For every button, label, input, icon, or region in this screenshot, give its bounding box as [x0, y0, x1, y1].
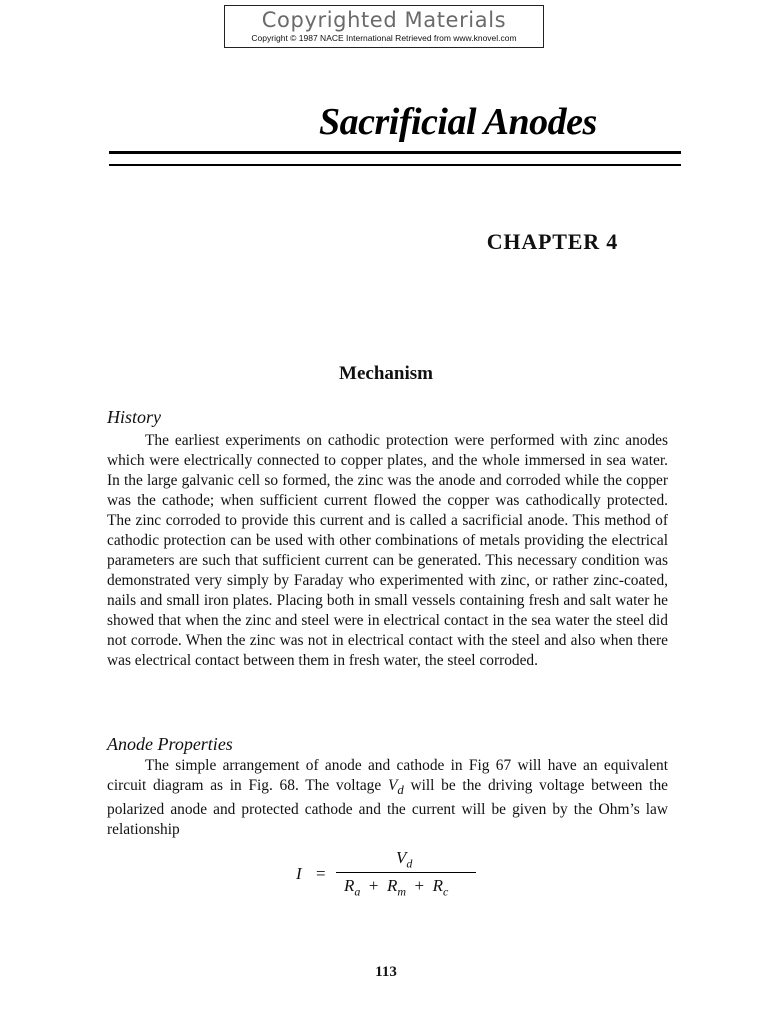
ohms-law-formula: [296, 848, 496, 902]
title-rule-thick: [109, 151, 681, 154]
formula-lhs: I: [296, 864, 302, 883]
title-rule-thin: [109, 164, 681, 166]
formula-denominator: $R_a + R_m + R_c$: [344, 876, 449, 899]
anode-properties-text-after: will be the driving voltage between the polarized anode and protected cathode and the current will be given by the Ohm’s law relationship: [107, 777, 668, 839]
copyright-banner: [224, 5, 544, 48]
history-heading: History: [107, 407, 161, 427]
formula-numerator: $V_d$: [396, 848, 413, 871]
formula-fraction-bar: [336, 872, 476, 873]
page-number: 113: [375, 964, 397, 980]
formula-equals: =: [316, 864, 326, 883]
anode-properties-heading: Anode Properties: [107, 734, 233, 754]
history-paragraph: The earliest experiments on cathodic protection were performed with zinc anodes which were electrically connected to copper plates, and the whole immersed in sea water. In the large galvanic cell so formed, the zinc was the anode and corroded while the copper was the cathode; when sufficient current flowed the copper was cathodically protected. The zinc corroded to provide this current and is called a sacrificial anode. This method of cathodic protection can be used with other combinations of metals providing the electrical parameters are such that sufficient current can be generated. This necessary condition was demonstrated very simply by Faraday who experimented with zinc, or rather zinc-coated, nails and small iron plates. Placing both in small vessels containing fresh and salt water he showed that when the zinc and steel were in electrical contact in the sea water the steel did not corrode. When the zinc was not in electrical contact with the steel and also when there was electrical contact between them in fresh water, the steel corroded.: [107, 432, 668, 669]
page-title: Sacrificial Anodes: [319, 101, 597, 143]
anode-properties-text-before: The simple arrangement of anode and cathode in Fig 67 will have an equivalent circuit diagram as in Fig. 68. The voltage: [107, 757, 668, 794]
copyright-notice: Copyright © 1987 NACE International Retrieved from www.knovel.com: [251, 33, 517, 43]
chapter-heading: CHAPTER 4: [486, 229, 618, 254]
voltage-symbol: $V_d$: [387, 777, 404, 798]
anode-properties-paragraph: [107, 756, 668, 840]
section-heading: Mechanism: [339, 363, 433, 384]
copyright-banner-title: Copyrighted Materials: [261, 8, 507, 32]
